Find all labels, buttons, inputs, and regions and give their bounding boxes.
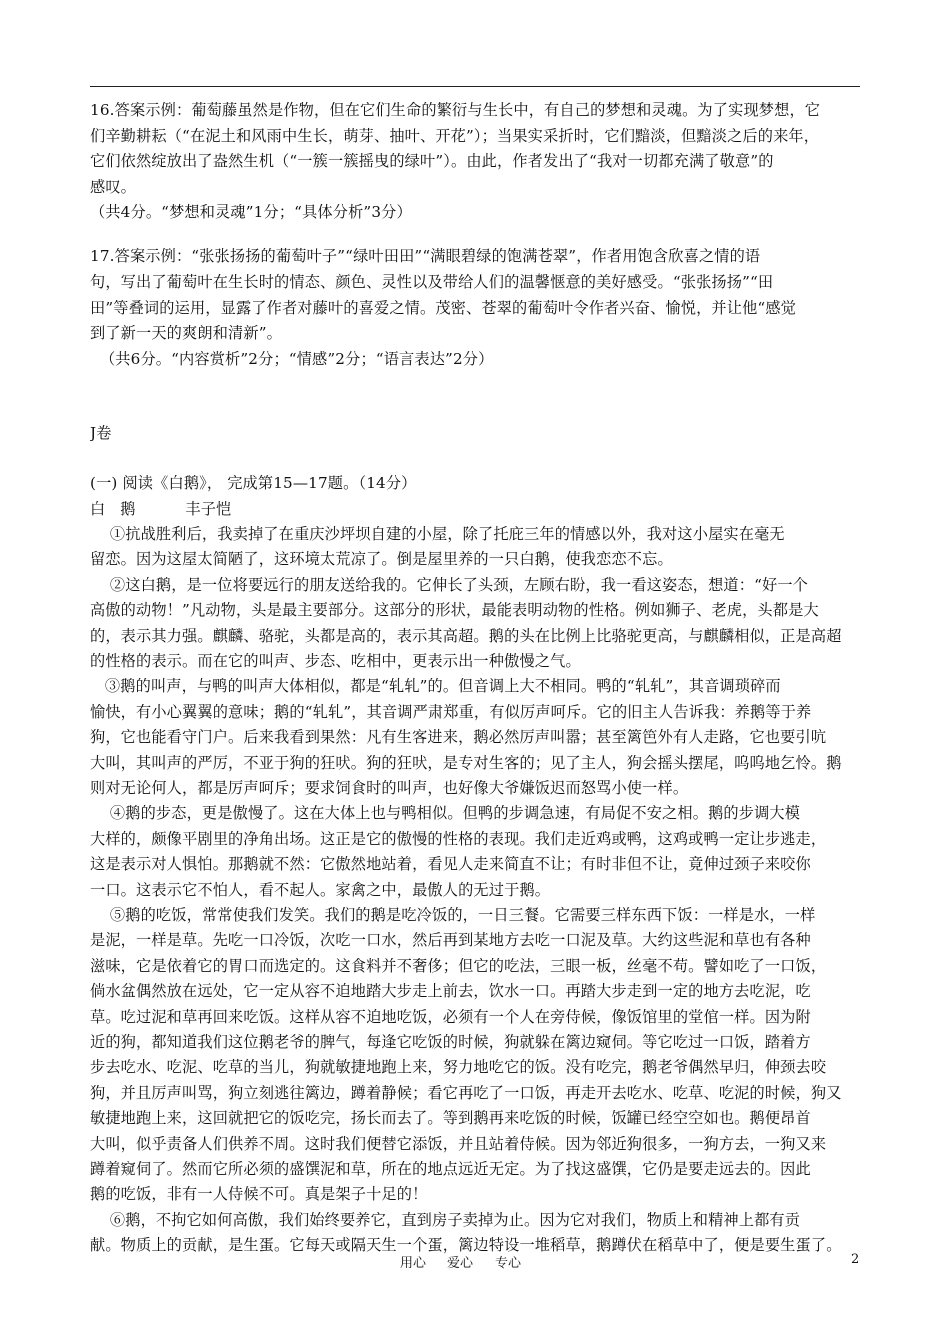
passage-line: 则对无论何人，都是厉声呵斥；要求饲食时的叫声，也好像大爷嫌饭迟而怒骂小使一样。 [90, 779, 689, 797]
passage-line: ①抗战胜利后，我卖掉了在重庆沙坪坝自建的小屋，除了托庇三年的情感以外，我对这小屋实在毫无 [90, 525, 785, 543]
answer-line: 17.答案示例：“张张扬扬的葡萄叶子”“绿叶田田”“满眼碧绿的饱满苍翠”，作者用饱含欣喜之情的语 [90, 247, 761, 265]
passage-line: 敏捷地跑上来，这回就把它的饭吃完，扬长而去了。等到鹅再来吃饭的时候，饭罐已经空空如也。鹅便昂首 [90, 1109, 811, 1128]
passage-line: 大叫，似乎责备人们供养不周。这时我们便替它添饭，并且站着侍候。因为邻近狗很多，一狗方去，一狗又来 [90, 1134, 827, 1153]
header-rule [90, 86, 860, 87]
answer-line: 感叹。 [90, 177, 137, 196]
answer-line: （共4分。“梦想和灵魂”1分；“具体分析”3分） [90, 203, 412, 221]
passage-line: 的，表示其力强。麒麟、骆驼，头都是高的，表示其高超。鹅的头在比例上比骆驼更高，与麒麟相似，正是高超 [90, 626, 842, 645]
passage-line: ③鹅的叫声，与鸭的叫声大体相似，都是“轧轧”的。但音调上大不相同。鸭的“轧轧”，其音调琐碎而 [90, 677, 781, 696]
reading-instruction: (一) 阅读《白鹅》， 完成第15—17题。（14分） [90, 474, 417, 492]
passage-line: 大样的，颇像平剧里的净角出场。这正是它的傲慢的性格的表现。我们走近鸡或鸭，这鸡或鸭一定让步逃走， [90, 829, 827, 848]
footer-word: 爱心 [447, 1256, 474, 1271]
answer-line: 田”等叠词的运用，显露了作者对藤叶的喜爱之情。茂密、苍翠的葡萄叶令作者兴奋、愉悦，并让他“感觉 [90, 298, 797, 317]
passage-line: 高傲的动物！”凡动物，头是最主要部分。这部分的形状，最能表明动物的性格。例如狮子、老虎，头都是大 [90, 601, 819, 620]
answer-line: 到了新一天的爽朗和清新”。 [90, 324, 282, 343]
passage-line: 献。物质上的贡献，是生蛋。它每天或隔天生一个蛋，篱边特设一堆稻草，鹅蹲伏在稻草中了，便是要生蛋了。 [90, 1236, 842, 1255]
passage-line: 草。吃过泥和草再回来吃饭。这样从容不迫地吃饭，必须有一个人在旁侍候，像饭馆里的堂倌一样。因为附 [90, 1007, 811, 1026]
section-label: J卷 [90, 424, 112, 442]
passage-line: 一口。这表示它不怕人，看不起人。家禽之中，最傲人的无过于鹅。 [90, 880, 551, 899]
page-number: 2 [851, 1252, 860, 1267]
footer-word: 用心 [400, 1256, 427, 1271]
answer-line: （共6分。“内容赏析”2分；“情感”2分；“语言表达”2分） [90, 350, 494, 369]
passage-title: 白 鹅 丰子恺 [90, 500, 232, 518]
answer-line: 们辛勤耕耘（“在泥土和风雨中生长，萌芽、抽叶、开花”）；当果实采折时，它们黯淡，但黯淡之后的来年， [90, 126, 820, 145]
passage-line: 这是表示对人惧怕。那鹅就不然：它傲然地站着，看见人走来简直不让；有时非但不让，竟伸过颈子来咬你 [90, 855, 811, 874]
passage-line: 滋味，它是依着它的胃口而选定的。这食料并不奢侈；但它的吃法，三眼一板，丝毫不苟。譬如吃了一口饭， [90, 956, 827, 975]
passage-line: ②这白鹅，是一位将要远行的朋友送给我的。它伸长了头颈，左顾右盼，我一看这姿态，想道：“好一个 [90, 575, 809, 594]
passage-line: 留恋。因为这屋太简陋了，这环境太荒凉了。倒是屋里养的一只白鹅，使我恋恋不忘。 [90, 550, 673, 569]
passage-line: 狗，它也能看守门户。后来我看到果然：凡有生客进来，鹅必然厉声叫嚣；甚至篱笆外有人走路，它也要引吭 [90, 728, 827, 747]
passage-line: ⑥鹅，不拘它如何高傲，我们始终要养它，直到房子卖掉为止。因为它对我们，物质上和精神上都有贡 [90, 1210, 801, 1229]
passage-line: 步去吃水、吃泥、吃草的当儿，狗就敏捷地跑上来，努力地吃它的饭。没有吃完，鹅老爷偶然早归，伸颈去咬 [90, 1058, 827, 1077]
passage-line: 愉快，有小心翼翼的意味；鹅的“轧轧”，其音调严肃郑重，有似厉声呵斥。它的旧主人告诉我：养鹅等于养 [90, 702, 812, 721]
answer-line: 句，写出了葡萄叶在生长时的情态、颜色、灵性以及带给人们的温馨惬意的美好感受。“张张扬扬”“田 [90, 272, 774, 291]
passage-line: 倘水盆偶然放在远处，它一定从容不迫地踏大步走上前去，饮水一口。再踏大步走到一定的地方去吃泥，吃 [90, 982, 811, 1001]
passage-line: 狗，并且厉声叫骂，狗立刻逃往篱边，蹲着静候；看它再吃了一口饭，再走开去吃水、吃草、吃泥的时候，狗又 [90, 1083, 842, 1102]
answer-line: 16.答案示例：葡萄藤虽然是作物，但在它们生命的繁衍与生长中，有自己的梦想和灵魂。为了实现梦想，它 [90, 101, 821, 119]
passage-line: 鹅的吃饭，非有一人侍候不可。真是架子十足的！ [90, 1185, 428, 1204]
passage-line: 蹲着窥伺了。然而它所必须的盛馔泥和草，所在的地点远近无定。为了找这盛馔，它仍是要走远去的。因此 [90, 1160, 811, 1178]
footer-word: 专心 [495, 1256, 522, 1271]
passage-line: 大叫，其叫声的严厉，不亚于狗的狂吠。狗的狂吠，是专对生客的；见了主人，狗会摇头摆尾，呜呜地乞怜。鹅 [90, 753, 842, 772]
passage-line: 是泥，一样是草。先吃一口冷饭，次吃一口水，然后再到某地方去吃一口泥及草。大约这些泥和草也有各种 [90, 931, 811, 950]
passage-line: ⑤鹅的吃饭，常常使我们发笑。我们的鹅是吃冷饭的，一日三餐。它需要三样东西下饭：一样是水，一样 [90, 906, 816, 924]
passage-line: 的性格的表示。而在它的叫声、步态、吃相中，更表示出一种傲慢之气。 [90, 652, 581, 670]
passage-line: 近的狗，都知道我们这位鹅老爷的脾气，每逢它吃饭的时候，狗就躲在篱边窥伺。等它吃过一口饭，踏着方 [90, 1033, 811, 1051]
passage-line: ④鹅的步态，更是傲慢了。这在大体上也与鸭相似。但鸭的步调急速，有局促不安之相。鹅的步调大模 [90, 804, 801, 823]
answer-line: 它们依然绽放出了盎然生机（“一簇一簇摇曳的绿叶”）。由此，作者发出了“我对一切都充满了敬意”的 [90, 152, 774, 170]
